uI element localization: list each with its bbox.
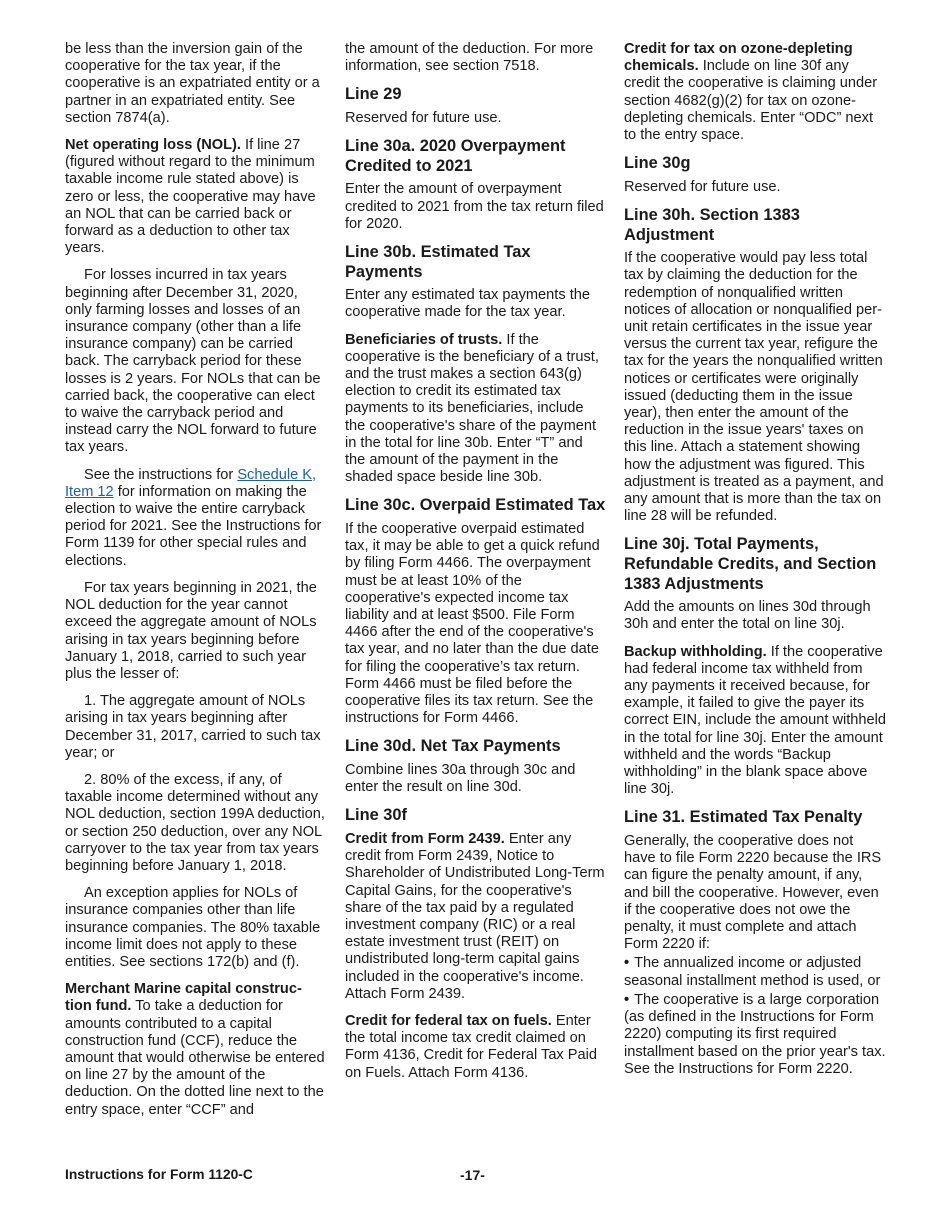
heading-line-30d: Line 30d. Net Tax Payments bbox=[345, 737, 561, 756]
paragraph-fuel-credit bbox=[345, 1013, 607, 1082]
heading-line-30c: Line 30c. Overpaid Estimated Tax bbox=[345, 496, 606, 515]
bullet-text-annualized: The annualized income or adjusted seasonal installment method is used, or bbox=[624, 955, 881, 989]
run-in-heading-fuel-credit: Credit for federal tax on fuels. bbox=[345, 1013, 552, 1030]
see-post: for information on making the election to waive the entire carryback period for 2021. See the Instructions for Form 1139 for other special rules and elections. bbox=[65, 483, 322, 569]
run-in-heading-credit-2439: Credit from Form 2439. bbox=[345, 831, 505, 848]
see-pre: See the instructions for bbox=[84, 466, 238, 483]
list-item-2: 2. 80% of the excess, if any, of taxable income determined without any NOL deduction, section 199A deduction, or section 250 deduction, over any NOL carryover to the tax year from tax years beginning before January 1, 2018. bbox=[65, 771, 325, 874]
paragraph-credit-2439 bbox=[345, 831, 607, 1003]
footer-form-name: Instructions for Form 1120-C bbox=[65, 1167, 253, 1182]
schedule-k-item-12-link[interactable]: Schedule K, Item 12 bbox=[65, 466, 317, 500]
paragraph-line-30g: Reserved for future use. bbox=[624, 178, 781, 195]
paragraph-line-30d: Combine lines 30a through 30c and enter the result on line 30d. bbox=[345, 762, 576, 796]
paragraph-ozone bbox=[624, 41, 886, 144]
footer-page-number: -17- bbox=[460, 1167, 485, 1183]
column-2 bbox=[345, 41, 607, 1092]
bullet-icon: • bbox=[624, 955, 630, 972]
backup-withholding-body: If the cooperative had federal income tax withheld from any payments it received because, for example, it failed to give the payer its correct EIN, include the amount withheld in the total for line 30j. Enter the amount withheld and the words “Backup withholding” in the blank space above line 30j. bbox=[624, 643, 887, 798]
nol-body: If line 27 (figured without regard to the minimum taxable income rule stated above) is zero or less, the cooperative may have an NOL that can be carried back or forward as a deduction to other tax years. bbox=[65, 137, 316, 257]
fuel-credit-body: Enter the total income tax credit claimed on Form 4136, Credit for Federal Tax Paid on Fuels. Attach Form 4136. bbox=[345, 1013, 597, 1081]
credit-2439-body: Enter any credit from Form 2439, Notice to Shareholder of Undistributed Long-Term Capital Gains, for the cooperative's share of the tax paid by a regulated investment company (RIC) or a real estate investment trust (REIT) on undistributed long-term capital gains included in the cooperative's income. Attach Form 2439. bbox=[345, 831, 605, 1002]
heading-line-30a: Line 30a. 2020 Overpayment Credited to 2021 bbox=[345, 137, 566, 175]
paragraph-line-30j: Add the amounts on lines 30d through 30h and enter the total on line 30j. bbox=[624, 599, 871, 633]
bullet-item-annualized bbox=[624, 955, 886, 989]
run-in-heading-merchant-marine: Merchant Marine capital construc-tion fund. bbox=[65, 981, 302, 1015]
paragraph-line-30b: Enter any estimated tax payments the cooperative made for the tax year. bbox=[345, 287, 590, 321]
column-1 bbox=[65, 41, 327, 1129]
paragraph-line-30c: If the cooperative overpaid estimated tax, it may be able to get a quick refund by filing Form 4466. The overpayment must be at least 10% of the cooperative's expected income tax liability and at least $500. File Form 4466 after the end of the cooperative's tax year, and no later than the due date for filing the cooperative’s tax return. Form 4466 must be filed before the cooperative files its tax return. See the instructions for Form 4466. bbox=[345, 521, 600, 727]
paragraph-line-31: Generally, the cooperative does not have to file Form 2220 because the IRS can figure the penalty amount, if any, and bill the cooperative. However, even if the cooperative does not owe the penalty, it must complete and attach Form 2220 if: bbox=[624, 833, 882, 953]
run-in-heading-nol: Net operating loss (NOL). bbox=[65, 137, 241, 154]
paragraph-losses: For losses incurred in tax years beginning after December 31, 2020, only farming losses and losses of an insurance company (other than a life insurance company) can be carried back. The carryback period for these losses is 2 years. For NOLs that can be carried back, the cooperative can elect to waive the carryback period and instead carry the NOL forward to future tax years. bbox=[65, 267, 321, 456]
bullet-item-large-corporation bbox=[624, 992, 886, 1078]
paragraph-backup-withholding bbox=[624, 644, 886, 799]
heading-line-30f: Line 30f bbox=[345, 806, 407, 825]
paragraph-exception: An exception applies for NOLs of insurance companies other than life insurance companies. The 80% taxable income limit does not apply to these entities. See sections 172(b) and (f). bbox=[65, 885, 321, 970]
heading-line-29: Line 29 bbox=[345, 85, 402, 104]
heading-line-30b: Line 30b. Estimated Tax Payments bbox=[345, 243, 531, 281]
paragraph-inversion-gain: be less than the inversion gain of the cooperative for the tax year, if the cooperative is an expatriated entity or a partner in an expatriated entity. See section 7874(a). bbox=[65, 41, 320, 126]
bullet-text-large-corporation: The cooperative is a large corporation (as defined in the Instructions for Form 2220) computing its first required installment based on the prior year's tax. See the Instructions for Form 2220. bbox=[624, 991, 886, 1077]
paragraph-merchant-marine bbox=[65, 981, 327, 1119]
run-in-heading-backup-withholding: Backup withholding. bbox=[624, 643, 767, 660]
list-item-1: 1. The aggregate amount of NOLs arising in tax years beginning after December 31, 2017, carried to such tax year; or bbox=[65, 693, 321, 761]
run-in-heading-beneficiaries: Beneficiaries of trusts. bbox=[345, 331, 503, 348]
beneficiaries-body: If the cooperative is the beneficiary of a trust, and the trust makes a section 643(g) election to credit its estimated tax payments to its beneficiaries, include the cooperative's share of the payment in the total for line 30b. Enter “T” and the amount of the payment in the shaded space beside line 30b. bbox=[345, 331, 599, 486]
heading-line-30h: Line 30h. Section 1383 Adjustment bbox=[624, 206, 800, 244]
paragraph-tax-years-2021: For tax years beginning in 2021, the NOL deduction for the year cannot exceed the aggregate amount of NOLs arising in tax years beginning before January 1, 2018, carried to such year plus the lesser of: bbox=[65, 579, 317, 682]
heading-line-30j: Line 30j. Total Payments, Refundable Credits, and Section 1383 Adjustments bbox=[624, 535, 877, 593]
paragraph-line-29: Reserved for future use. bbox=[345, 110, 502, 126]
paragraph-line-30a: Enter the amount of overpayment credited to 2021 from the tax return filed for 2020. bbox=[345, 181, 604, 232]
heading-line-30g: Line 30g bbox=[624, 154, 691, 173]
bullet-icon: • bbox=[624, 991, 630, 1008]
paragraph-line-30h: If the cooperative would pay less total tax by claiming the deduction for the redemption of nonqualified written notices of allocation or nonqualified per-unit retain certificates in the issue year versus the current tax year, refigure the tax for the years the nonqualified written notices or certificates were originally issued (deducting them in the issue year), then enter the amount of the reduction in the issue years' taxes on this line. Attach a statement showing how the adjustment was figured. This adjustment is treated as a payment, and any amount that is more than the tax on line 28 will be refunded. bbox=[624, 250, 884, 525]
ozone-body: Include on line 30f any credit the cooperative is claiming under section 4682(g)(2) for tax on ozone-depleting chemicals. Enter “ODC” next to the entry space. bbox=[624, 58, 878, 144]
heading-line-31: Line 31. Estimated Tax Penalty bbox=[624, 808, 863, 827]
paragraph-beneficiaries bbox=[345, 332, 607, 487]
run-in-heading-ozone: Credit for tax on ozone-depleting chemicals. bbox=[624, 41, 853, 75]
paragraph-nol bbox=[65, 137, 327, 257]
paragraph-deduction-continued: the amount of the deduction. For more information, see section 7518. bbox=[345, 41, 594, 75]
column-3 bbox=[624, 41, 886, 1080]
paragraph-see-instructions bbox=[65, 467, 327, 570]
merchant-marine-body: To take a deduction for amounts contributed to a capital construction fund (CCF), reduce the amount that would otherwise be entered on line 27 by the amount of the deduction. On the dotted line next to the entry space, enter “CCF” and bbox=[65, 998, 325, 1118]
